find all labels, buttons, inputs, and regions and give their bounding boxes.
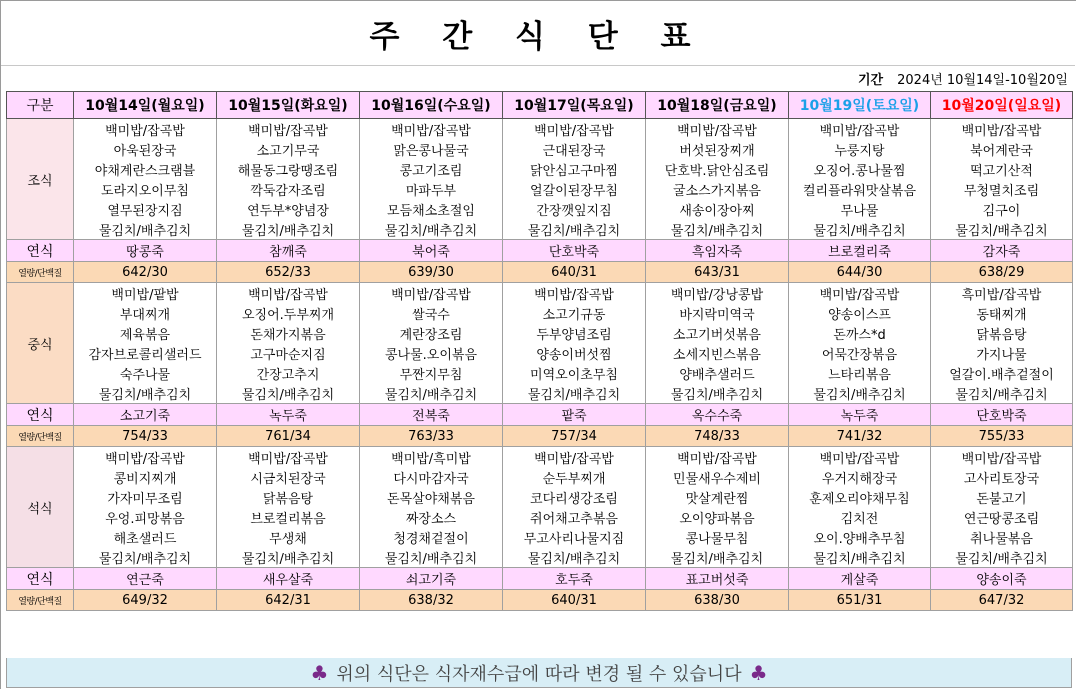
- porridge-cell: 양송이죽: [931, 568, 1073, 590]
- nutrition-label: 열량/단백질: [7, 426, 74, 447]
- menu-item-cell: 마파두부: [360, 179, 503, 199]
- menu-item-cell: 닭볶음탕: [217, 487, 360, 507]
- menu-item-row: [7, 343, 1073, 363]
- menu-item-row: [7, 159, 1073, 179]
- porridge-cell: 쇠고기죽: [360, 568, 503, 590]
- header-row: [7, 92, 1073, 119]
- menu-item-row: [7, 507, 1073, 527]
- menu-item-cell: 소고기버섯볶음: [646, 323, 789, 343]
- menu-item-row: [7, 283, 1073, 304]
- menu-item-cell: 물김치/배추김치: [503, 219, 646, 240]
- menu-item-cell: 무고사리나물지짐: [503, 527, 646, 547]
- menu-item-cell: 콩비지찌개: [74, 467, 217, 487]
- menu-item-cell: 오이.양배추무침: [789, 527, 931, 547]
- menu-item-cell: 고구마순지짐: [217, 343, 360, 363]
- menu-item-cell: 바지락미역국: [646, 303, 789, 323]
- nutrition-cell: 652/33: [217, 262, 360, 283]
- menu-item-cell: 백미밥/잡곡밥: [789, 283, 931, 304]
- menu-item-cell: 무짠지무침: [360, 363, 503, 383]
- menu-item-cell: 떡고기산적: [931, 159, 1073, 179]
- nutrition-cell: 638/30: [646, 590, 789, 611]
- menu-item-cell: 아욱된장국: [74, 139, 217, 159]
- porridge-label: 연식: [7, 568, 74, 590]
- menu-body: [7, 119, 1073, 611]
- porridge-cell: 북어죽: [360, 240, 503, 262]
- menu-item-cell: 물김치/배추김치: [217, 547, 360, 568]
- menu-item-cell: 백미밥/팥밥: [74, 283, 217, 304]
- menu-item-cell: 물김치/배추김치: [360, 547, 503, 568]
- menu-item-cell: 두부양념조림: [503, 323, 646, 343]
- day-header: 10월18일(금요일): [646, 92, 789, 119]
- menu-item-cell: 느타리볶음: [789, 363, 931, 383]
- menu-item-cell: 도라지오이무침: [74, 179, 217, 199]
- page-title: 주 간 식 단 표: [1, 1, 1075, 66]
- menu-item-cell: 취나물볶음: [931, 527, 1073, 547]
- menu-item-cell: 백미밥/잡곡밥: [646, 447, 789, 468]
- menu-item-cell: 흑미밥/잡곡밥: [931, 283, 1073, 304]
- menu-item-cell: 닭볶음탕: [931, 323, 1073, 343]
- menu-item-cell: 숙주나물: [74, 363, 217, 383]
- menu-item-cell: 청경채겉절이: [360, 527, 503, 547]
- menu-item-cell: 백미밥/잡곡밥: [360, 283, 503, 304]
- menu-item-cell: 백미밥/흑미밥: [360, 447, 503, 468]
- menu-item-cell: 물김치/배추김치: [217, 219, 360, 240]
- menu-item-cell: 단호박.닭안심조림: [646, 159, 789, 179]
- menu-item-cell: 무청멸치조림: [931, 179, 1073, 199]
- menu-item-row: [7, 447, 1073, 468]
- menu-item-row: [7, 527, 1073, 547]
- menu-item-cell: 어묵간장볶음: [789, 343, 931, 363]
- nutrition-cell: 643/31: [646, 262, 789, 283]
- nutrition-row: [7, 262, 1073, 283]
- menu-item-cell: 백미밥/잡곡밥: [503, 447, 646, 468]
- menu-item-cell: 컬리플라워맛살볶음: [789, 179, 931, 199]
- nutrition-cell: 748/33: [646, 426, 789, 447]
- menu-item-cell: 양배추샐러드: [646, 363, 789, 383]
- menu-item-cell: 얼갈이.배추겉절이: [931, 363, 1073, 383]
- menu-item-cell: 백미밥/잡곡밥: [217, 119, 360, 140]
- menu-item-cell: 돈불고기: [931, 487, 1073, 507]
- menu-item-cell: 물김치/배추김치: [931, 383, 1073, 404]
- menu-item-cell: 콩나물.오이볶음: [360, 343, 503, 363]
- day-header: 10월16일(수요일): [360, 92, 503, 119]
- menu-item-cell: 훈제오리야채무침: [789, 487, 931, 507]
- menu-item-cell: 모듬채소초절임: [360, 199, 503, 219]
- period-label: 기간: [858, 72, 884, 88]
- menu-item-cell: 백미밥/잡곡밥: [74, 447, 217, 468]
- day-header: 10월14일(월요일): [74, 92, 217, 119]
- nutrition-label: 열량/단백질: [7, 262, 74, 283]
- menu-item-cell: 시금치된장국: [217, 467, 360, 487]
- nutrition-cell: 640/31: [503, 262, 646, 283]
- porridge-cell: 팥죽: [503, 404, 646, 426]
- nutrition-cell: 763/33: [360, 426, 503, 447]
- nutrition-cell: 761/34: [217, 426, 360, 447]
- nutrition-cell: 649/32: [74, 590, 217, 611]
- nutrition-cell: 757/34: [503, 426, 646, 447]
- porridge-row: [7, 568, 1073, 590]
- menu-item-cell: 간장깻잎지짐: [503, 199, 646, 219]
- menu-item-cell: 계란장조림: [360, 323, 503, 343]
- menu-item-cell: 백미밥/잡곡밥: [931, 447, 1073, 468]
- menu-item-cell: 물김치/배추김치: [503, 547, 646, 568]
- menu-item-cell: 해물동그랑땡조림: [217, 159, 360, 179]
- menu-item-cell: 맛살계란찜: [646, 487, 789, 507]
- menu-item-cell: 백미밥/잡곡밥: [360, 119, 503, 140]
- menu-item-cell: 돈목살야채볶음: [360, 487, 503, 507]
- menu-item-row: [7, 179, 1073, 199]
- category-header: 구분: [7, 92, 74, 119]
- menu-item-cell: 오징어.콩나물찜: [789, 159, 931, 179]
- porridge-cell: 참깨죽: [217, 240, 360, 262]
- menu-item-cell: 소고기무국: [217, 139, 360, 159]
- menu-item-cell: 돈채가지볶음: [217, 323, 360, 343]
- menu-item-row: [7, 323, 1073, 343]
- menu-item-cell: 얼갈이된장무침: [503, 179, 646, 199]
- menu-item-cell: 백미밥/잡곡밥: [789, 447, 931, 468]
- menu-item-cell: 백미밥/잡곡밥: [503, 119, 646, 140]
- nutrition-cell: 755/33: [931, 426, 1073, 447]
- porridge-cell: 단호박죽: [503, 240, 646, 262]
- menu-item-cell: 야채계란스크램블: [74, 159, 217, 179]
- menu-item-cell: 누룽지탕: [789, 139, 931, 159]
- menu-item-cell: 감자브로콜리샐러드: [74, 343, 217, 363]
- menu-item-cell: 물김치/배추김치: [646, 219, 789, 240]
- menu-item-row: [7, 487, 1073, 507]
- menu-item-row: [7, 303, 1073, 323]
- menu-item-cell: 오이양파볶음: [646, 507, 789, 527]
- porridge-cell: 연근죽: [74, 568, 217, 590]
- menu-item-cell: 물김치/배추김치: [503, 383, 646, 404]
- menu-item-cell: 무생채: [217, 527, 360, 547]
- menu-item-cell: 김치전: [789, 507, 931, 527]
- nutrition-cell: 754/33: [74, 426, 217, 447]
- menu-item-cell: 무나물: [789, 199, 931, 219]
- porridge-cell: 소고기죽: [74, 404, 217, 426]
- weekly-menu-table: [6, 91, 1073, 611]
- menu-item-cell: 물김치/배추김치: [931, 219, 1073, 240]
- menu-item-cell: 근대된장국: [503, 139, 646, 159]
- nutrition-cell: 638/32: [360, 590, 503, 611]
- menu-item-cell: 굴소스가지볶음: [646, 179, 789, 199]
- porridge-cell: 흑임자죽: [646, 240, 789, 262]
- porridge-row: [7, 240, 1073, 262]
- nutrition-cell: 651/31: [789, 590, 931, 611]
- menu-item-cell: 물김치/배추김치: [646, 547, 789, 568]
- menu-item-cell: 연근땅콩조림: [931, 507, 1073, 527]
- menu-item-cell: 백미밥/잡곡밥: [217, 283, 360, 304]
- menu-item-cell: 물김치/배추김치: [789, 547, 931, 568]
- menu-item-row: [7, 363, 1073, 383]
- menu-item-cell: 백미밥/강낭콩밥: [646, 283, 789, 304]
- menu-item-cell: 동태찌개: [931, 303, 1073, 323]
- menu-item-cell: 코다리생강조림: [503, 487, 646, 507]
- menu-item-cell: 열무된장지짐: [74, 199, 217, 219]
- menu-item-row: [7, 139, 1073, 159]
- menu-item-cell: 북어계란국: [931, 139, 1073, 159]
- menu-item-cell: 물김치/배추김치: [74, 547, 217, 568]
- menu-item-row: [7, 547, 1073, 568]
- porridge-cell: 땅콩죽: [74, 240, 217, 262]
- nutrition-cell: 640/31: [503, 590, 646, 611]
- day-header: 10월17일(목요일): [503, 92, 646, 119]
- porridge-cell: 전복죽: [360, 404, 503, 426]
- menu-item-row: [7, 199, 1073, 219]
- period-row: [858, 67, 1068, 89]
- footer-notice: [6, 658, 1072, 688]
- menu-item-cell: 물김치/배추김치: [360, 383, 503, 404]
- meal-category-label: 석식: [7, 447, 74, 568]
- porridge-cell: 감자죽: [931, 240, 1073, 262]
- menu-item-cell: 닭안심고구마찜: [503, 159, 646, 179]
- menu-item-cell: 깍둑감자조림: [217, 179, 360, 199]
- nutrition-cell: 642/31: [217, 590, 360, 611]
- nutrition-cell: 638/29: [931, 262, 1073, 283]
- nutrition-cell: 741/32: [789, 426, 931, 447]
- porridge-label: 연식: [7, 240, 74, 262]
- menu-item-cell: 물김치/배추김치: [646, 383, 789, 404]
- menu-item-cell: 콩나물무침: [646, 527, 789, 547]
- day-header: 10월15일(화요일): [217, 92, 360, 119]
- porridge-cell: 게살죽: [789, 568, 931, 590]
- menu-item-cell: 백미밥/잡곡밥: [931, 119, 1073, 140]
- menu-item-cell: 버섯된장찌개: [646, 139, 789, 159]
- menu-item-row: [7, 467, 1073, 487]
- menu-item-cell: 물김치/배추김치: [360, 219, 503, 240]
- menu-item-cell: 순두부찌개: [503, 467, 646, 487]
- porridge-row: [7, 404, 1073, 426]
- menu-item-cell: 해초샐러드: [74, 527, 217, 547]
- menu-item-cell: 미역오이초무침: [503, 363, 646, 383]
- menu-item-cell: 간장고추지: [217, 363, 360, 383]
- porridge-cell: 녹두죽: [789, 404, 931, 426]
- club-icon: ♣: [749, 660, 768, 685]
- nutrition-cell: 639/30: [360, 262, 503, 283]
- menu-item-cell: 물김치/배추김치: [74, 383, 217, 404]
- meal-category-label: 조식: [7, 119, 74, 240]
- menu-item-row: [7, 119, 1073, 140]
- menu-item-cell: 우거지해장국: [789, 467, 931, 487]
- menu-item-cell: 물김치/배추김치: [74, 219, 217, 240]
- nutrition-row: [7, 590, 1073, 611]
- day-header-saturday: 10월19일(토요일): [789, 92, 931, 119]
- menu-item-cell: 백미밥/잡곡밥: [217, 447, 360, 468]
- menu-item-row: [7, 383, 1073, 404]
- menu-item-cell: 물김치/배추김치: [789, 383, 931, 404]
- porridge-cell: 브로컬리죽: [789, 240, 931, 262]
- menu-item-cell: 민물새우수제비: [646, 467, 789, 487]
- menu-item-cell: 백미밥/잡곡밥: [646, 119, 789, 140]
- menu-item-cell: 백미밥/잡곡밥: [789, 119, 931, 140]
- menu-item-cell: 김구이: [931, 199, 1073, 219]
- menu-item-cell: 물김치/배추김치: [931, 547, 1073, 568]
- menu-item-cell: 새송이장아찌: [646, 199, 789, 219]
- menu-item-cell: 물김치/배추김치: [789, 219, 931, 240]
- nutrition-cell: 647/32: [931, 590, 1073, 611]
- footer-text: 위의 식단은 식자재수급에 따라 변경 될 수 있습니다: [336, 663, 742, 685]
- menu-item-cell: 브로컬리볶음: [217, 507, 360, 527]
- menu-item-cell: 양송이버섯찜: [503, 343, 646, 363]
- menu-item-cell: 가자미무조림: [74, 487, 217, 507]
- day-header-sunday: 10월20일(일요일): [931, 92, 1073, 119]
- menu-item-cell: 맑은콩나물국: [360, 139, 503, 159]
- menu-item-cell: 소세지빈스볶음: [646, 343, 789, 363]
- porridge-cell: 단호박죽: [931, 404, 1073, 426]
- period-value: 2024년 10월14일-10월20일: [897, 72, 1068, 88]
- menu-item-cell: 돈까스*d: [789, 323, 931, 343]
- menu-item-cell: 연두부*양념장: [217, 199, 360, 219]
- menu-item-cell: 부대찌개: [74, 303, 217, 323]
- menu-item-cell: 다시마감자국: [360, 467, 503, 487]
- porridge-label: 연식: [7, 404, 74, 426]
- menu-item-cell: 짜장소스: [360, 507, 503, 527]
- porridge-cell: 새우살죽: [217, 568, 360, 590]
- menu-item-cell: 쌀국수: [360, 303, 503, 323]
- menu-item-row: [7, 219, 1073, 240]
- menu-item-cell: 양송이스프: [789, 303, 931, 323]
- meal-category-label: 중식: [7, 283, 74, 404]
- porridge-cell: 옥수수죽: [646, 404, 789, 426]
- nutrition-cell: 644/30: [789, 262, 931, 283]
- menu-item-cell: 백미밥/잡곡밥: [503, 283, 646, 304]
- menu-item-cell: 우엉.피망볶음: [74, 507, 217, 527]
- porridge-cell: 호두죽: [503, 568, 646, 590]
- club-icon: ♣: [310, 660, 329, 685]
- porridge-cell: 표고버섯죽: [646, 568, 789, 590]
- porridge-cell: 녹두죽: [217, 404, 360, 426]
- menu-item-cell: 소고기규동: [503, 303, 646, 323]
- menu-item-cell: 오징어.두부찌개: [217, 303, 360, 323]
- menu-item-cell: 콩고기조림: [360, 159, 503, 179]
- nutrition-cell: 642/30: [74, 262, 217, 283]
- menu-item-cell: 물김치/배추김치: [217, 383, 360, 404]
- menu-item-cell: 고사리토장국: [931, 467, 1073, 487]
- menu-item-cell: 가지나물: [931, 343, 1073, 363]
- nutrition-label: 열량/단백질: [7, 590, 74, 611]
- nutrition-row: [7, 426, 1073, 447]
- menu-item-cell: 쥐어채고추볶음: [503, 507, 646, 527]
- menu-item-cell: 백미밥/잡곡밥: [74, 119, 217, 140]
- menu-item-cell: 제육볶음: [74, 323, 217, 343]
